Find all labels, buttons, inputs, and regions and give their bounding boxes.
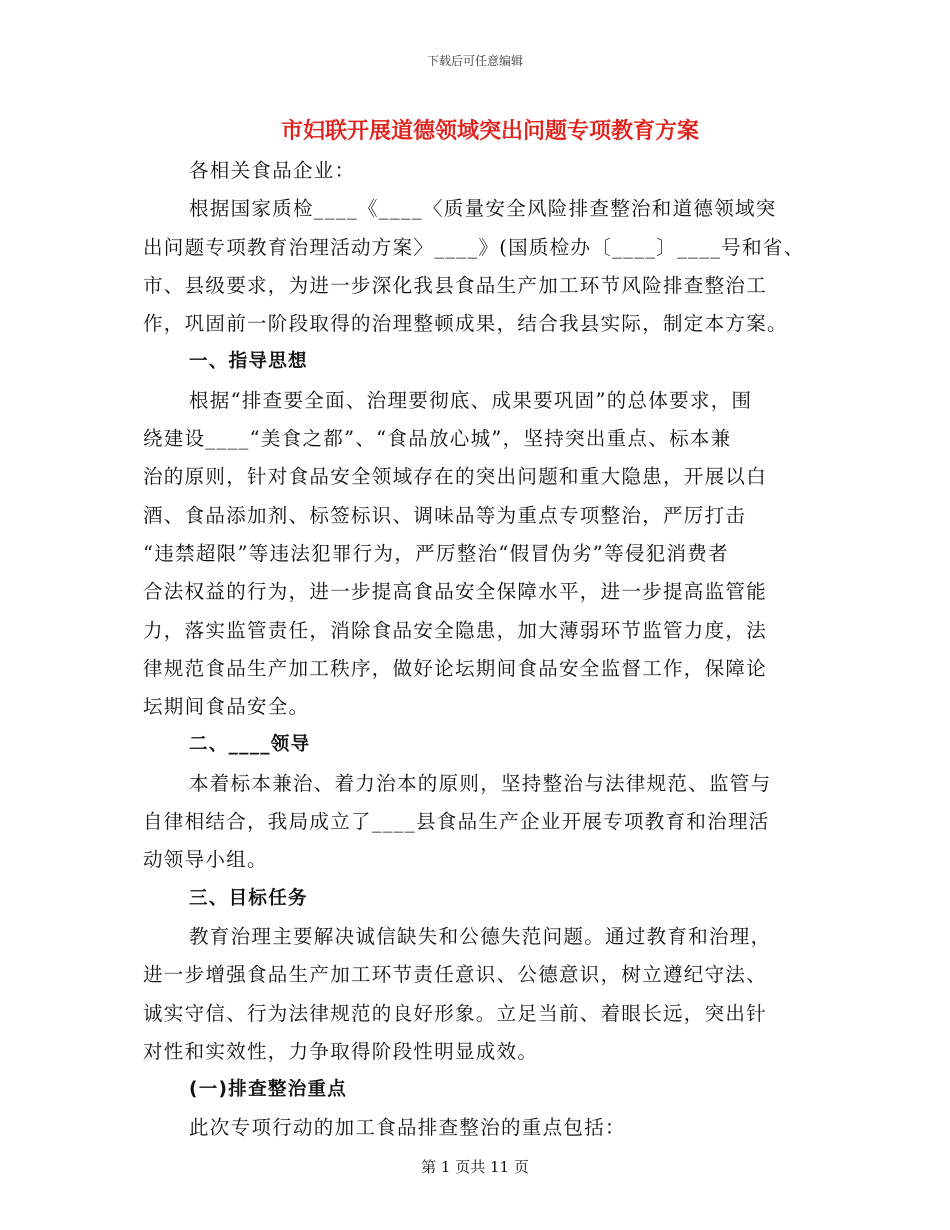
section1-line: 治的原则，针对食品安全领域存在的突出问题和重大隐患，开展以白 [143,465,768,489]
intro-line: 根据国家质检____《____〈质量安全风险排查整治和道德领域突 [189,197,777,221]
section1-line: 坛期间食品安全。 [143,695,310,719]
section2-line: 动领导小组。 [143,848,268,872]
section-heading-leadership: 二、____领导 [189,734,311,756]
section1-line: “违禁超限”等违法犯罪行为，严厉整治“假冒伪劣”等侵犯消费者 [143,541,729,565]
section1-line: 合法权益的行为，进一步提高食品安全保障水平，进一步提高监管能 [143,580,768,604]
subsection-heading-key-points: (一)排查整治重点 [189,1079,348,1101]
section1-line: 绕建设____“美食之都”、“食品放心城”，坚持突出重点、标本兼 [143,427,732,451]
document-title: 市妇联开展道德领域突出问题专项教育方案 [280,119,699,144]
section1-line: 根据“排查要全面、治理要彻底、成果要巩固”的总体要求，围 [189,388,753,412]
section1-line: 酒、食品添加剂、标签标识、调味品等为重点专项整治，严厉打击 [143,503,747,527]
document-body [143,152,808,1148]
intro-line: 出问题专项教育治理活动方案〉____》(国质检办〔____〕____号和省、 [143,235,805,259]
page-number-footer: 第 1 页共 11 页 [421,1158,529,1176]
intro-line: 作，巩固前一阶段取得的治理整顿成果，结合我县实际，制定本方案。 [143,312,788,336]
salutation: 各相关食品企业： [189,159,356,182]
section1-line: 力，落实监管责任，消除食品安全隐患，加大薄弱环节监管力度，法 [143,618,768,642]
section-heading-guiding-ideology: 一、指导思想 [189,351,308,373]
section1-line: 律规范食品生产加工秩序，做好论坛期间食品安全监督工作，保障论 [143,656,768,680]
section2-line: 本着标本兼治、着力治本的原则，坚持整治与法律规范、监管与 [189,771,772,795]
section-heading-goals: 三、目标任务 [189,887,308,909]
subsection1-line: 此次专项行动的加工食品排查整治的重点包括： [189,1116,626,1140]
section2-line: 自律相结合，我局成立了____县食品生产企业开展专项教育和治理活 [143,810,770,834]
section3-line: 诚实守信、行为法律规范的良好形象。立足当前、着眼长远，突出针 [143,1001,768,1025]
section3-line: 教育治理主要解决诚信缺失和公德失范问题。通过教育和治理， [189,924,772,948]
intro-line: 市、县级要求，为进一步深化我县食品生产加工环节风险排查整治工 [143,273,768,297]
page-header-note: 下载后可任意编辑 [426,54,523,68]
section3-line: 进一步增强食品生产加工环节责任意识、公德意识，树立遵纪守法、 [143,963,768,987]
section3-line: 对性和实效性，力争取得阶段性明显成效。 [143,1039,539,1063]
